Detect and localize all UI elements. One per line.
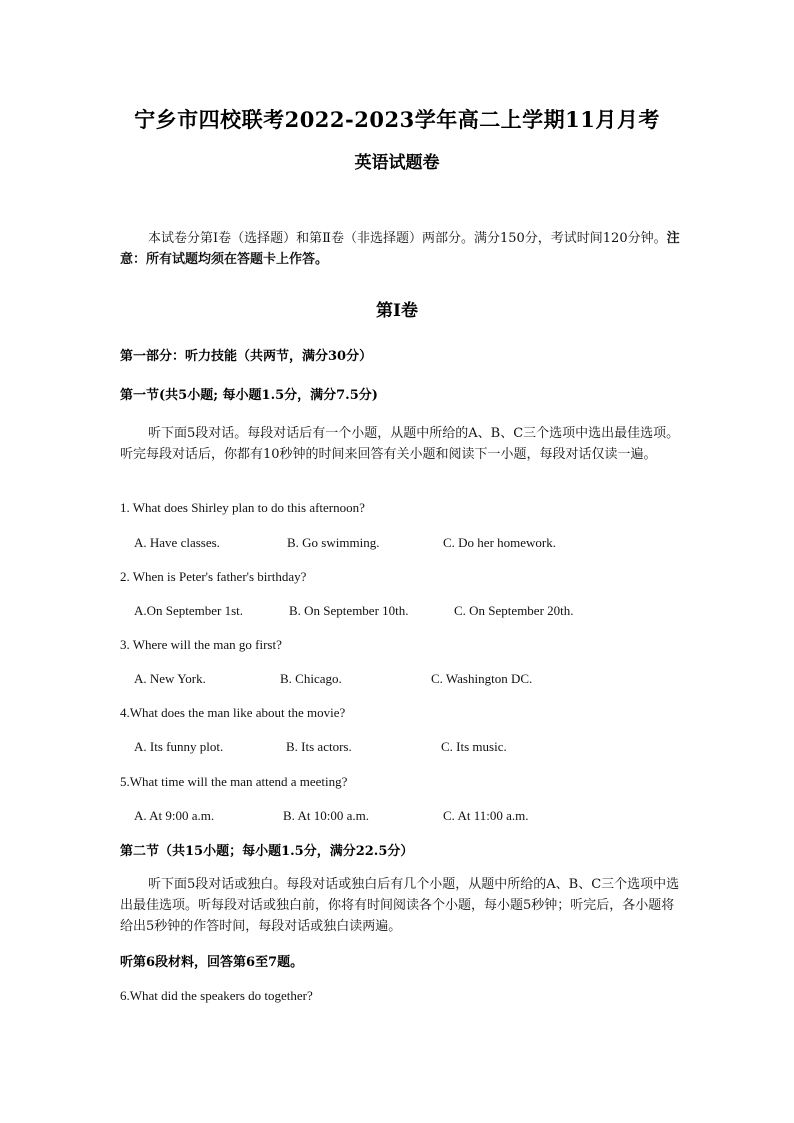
question-1-option-b: B. Go swimming. <box>287 535 380 550</box>
question-4: 4.What does the man like about the movie? <box>120 705 346 720</box>
question-5-option-c: C. At 11:00 a.m. <box>443 808 529 823</box>
question-4-option-a: A. Its funny plot. <box>134 739 224 754</box>
question-4-option-c: C. Its music. <box>441 739 507 754</box>
question-2-option-c: C. On September 20th. <box>454 603 574 618</box>
question-4-option-b: B. Its actors. <box>286 739 352 754</box>
question-3-option-b: B. Chicago. <box>280 671 342 686</box>
volume-title: 第Ⅰ卷 <box>376 301 418 321</box>
question-3-option-a: A. New York. <box>134 671 206 686</box>
section1-heading: 第一节(共5小题; 每小题1.5分，满分7.5分) <box>120 388 378 403</box>
intro-paragraph <box>120 228 680 270</box>
intro-text: 本试卷分第Ⅰ卷（选择题）和第Ⅱ卷（非选择题）两部分。满分150分，考试时间120分钟。 <box>148 231 667 246</box>
question-1-option-a: A. Have classes. <box>134 535 220 550</box>
question-2-option-a: A.On September 1st. <box>134 603 244 618</box>
exam-title: 宁乡市四校联考2022-2023学年高二上学期11月月考 <box>134 107 660 132</box>
question-1: 1. What does Shirley plan to do this afternoon? <box>120 500 365 515</box>
question-5-option-b: B. At 10:00 a.m. <box>283 808 369 823</box>
part1-heading: 第一部分：听力技能（共两节，满分30分） <box>120 349 373 364</box>
question-5: 5.What time will the man attend a meeting? <box>120 774 348 789</box>
question-2: 2. When is Peter's father's birthday? <box>120 569 307 584</box>
exam-subtitle: 英语试题卷 <box>354 153 440 173</box>
material-heading: 听第6段材料，回答第6至7题。 <box>120 955 304 970</box>
section1-instructions: 听下面5段对话。每段对话后有一个小题，从题中所给的A、B、C三个选项中选出最佳选项。听完每段对话后，你都有10秒钟的时间来回答有关小题和阅读下一小题，每段对话仅读一遍。 <box>120 426 680 462</box>
question-3-option-c: C. Washington DC. <box>431 671 533 686</box>
question-3: 3. Where will the man go first? <box>120 637 282 652</box>
section2-heading: 第二节（共15小题；每小题1.5分，满分22.5分） <box>120 844 414 859</box>
question-6: 6.What did the speakers do together? <box>120 988 313 1003</box>
intro-notice: 注意：所有试题均须在答题卡上作答。 <box>120 231 680 267</box>
section2-instructions: 听下面5段对话或独白。每段对话或独白后有几个小题，从题中所给的A、B、C三个选项中选出最佳选项。听每段对话或独白前，你将有时间阅读各个小题，每小题5秒钟；听完后，各小题将给出5秒钟的作答时间，每段对话或独白读两遍。 <box>120 877 680 934</box>
question-5-option-a: A. At 9:00 a.m. <box>134 808 215 823</box>
question-1-option-c: C. Do her homework. <box>443 535 557 550</box>
question-2-option-b: B. On September 10th. <box>289 603 409 618</box>
